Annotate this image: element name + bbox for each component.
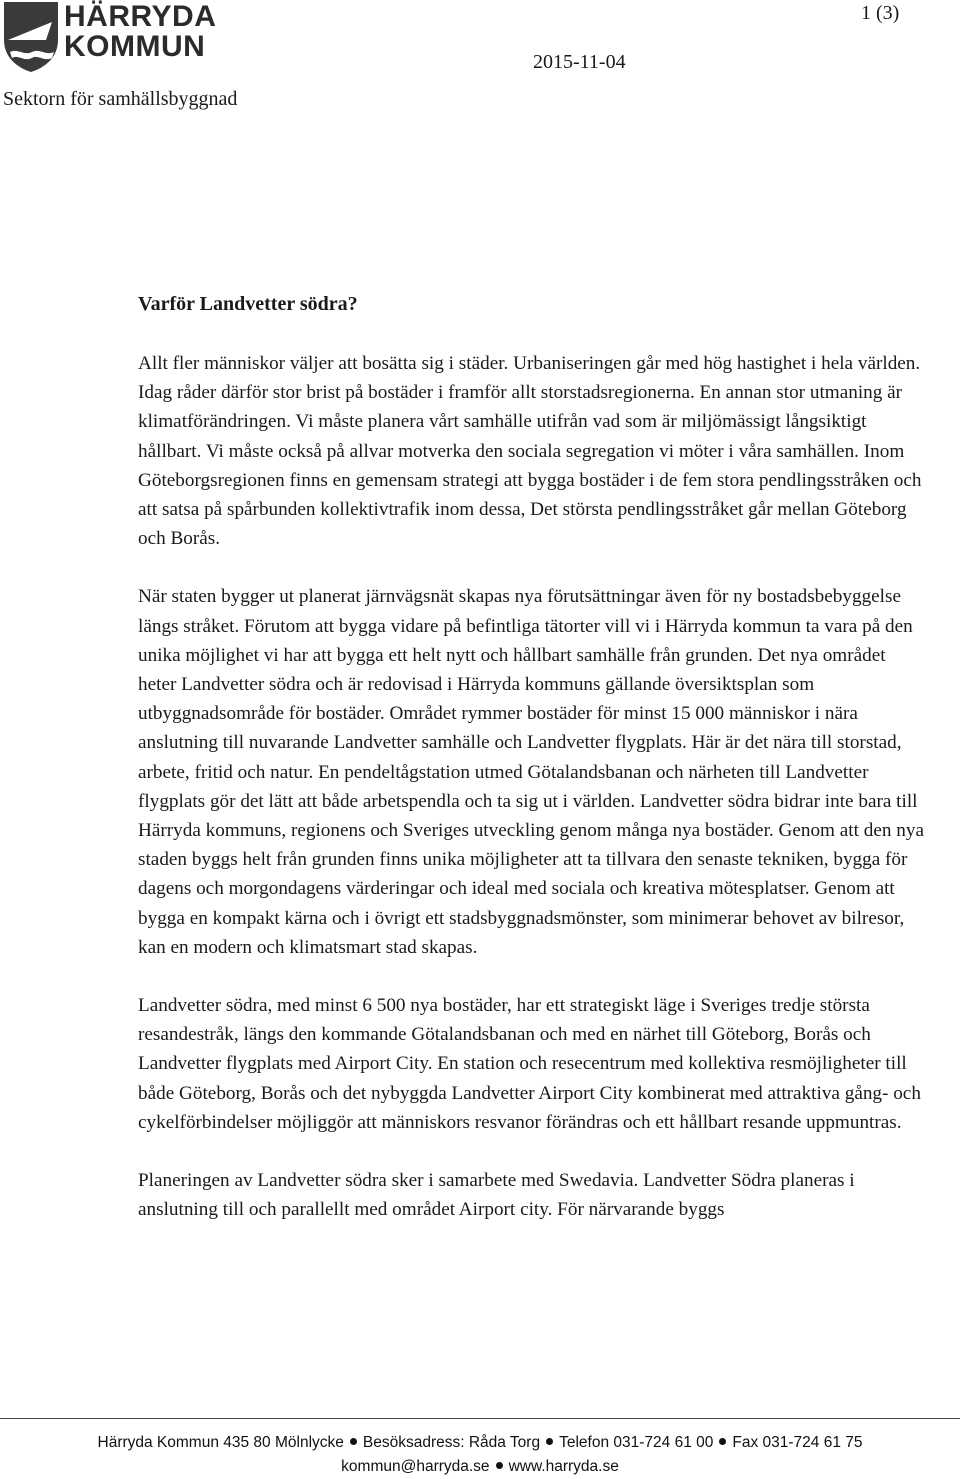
bullet-icon: [546, 1438, 553, 1445]
bullet-icon: [350, 1438, 357, 1445]
bullet-icon: [719, 1438, 726, 1445]
page-number: 1 (3): [861, 2, 900, 24]
municipality-logo: [2, 0, 217, 78]
footer-visit-address: Besöksadress: Råda Torg: [362, 1434, 541, 1451]
paragraph: Landvetter södra, med minst 6 500 nya bostäder, har ett strategiskt läge i Sveriges tredje största resandestråk, längs den kommande Götalandsbanan och med en närhet till Göteborg, Borås och Landvetter flygplats med Airport City. En station och resecentrum med kollektiva resmöjligheter till både Göteborg, Borås och det nybyggda Landvetter Airport City kombinerat med attraktiva gång- och cykelförbindelser möjliggör att människors resvanor förändras och ett hållbart resande uppmuntras.: [138, 995, 921, 1133]
department-name: Sektorn för samhällsbyggnad: [3, 88, 238, 110]
footer-website: www.harryda.se: [508, 1458, 619, 1475]
paragraph: Planeringen av Landvetter södra sker i samarbete med Swedavia. Landvetter Södra planeras i anslutning till och parallellt med området Airport city. För närvarande byggs: [138, 1170, 855, 1221]
footer-divider: [0, 1418, 960, 1419]
crest-icon: [2, 0, 60, 74]
logo-line1: HÄRRYDA: [64, 0, 217, 33]
document-title: Varför Landvetter södra?: [138, 293, 358, 315]
footer-fax: Fax 031-724 61 75: [732, 1434, 863, 1451]
logo-line2: KOMMUN: [64, 30, 206, 63]
document-body: [138, 349, 928, 1253]
bullet-icon: [496, 1462, 503, 1469]
footer-email: kommun@harryda.se: [341, 1458, 490, 1475]
paragraph: När staten bygger ut planerat järnvägsnät skapas nya förutsättningar även för ny bostadsbebyggelse längs stråket. Förutom att bygga vidare på befintliga tätorter vill vi i Härryda kommun ta vara på den unika möjlighet vi har att bygga ett helt nytt och hållbart samhälle från grunden. Det nya området heter Landvetter södra och är redovisad i Härryda kommuns gällande översiktsplan som utbyggnadsområde för bostäder. Området rymmer bostäder för minst 15 000 människor i nära anslutning till nuvarande Landvetter samhälle och Landvetter flygplats. Här är det nära till storstad, arbete, fritid och natur. En pendeltågstation utmed Götalandsbanan och närheten till Landvetter flygplats gör det lätt att både arbetspendla och ta sig ut i världen. Landvetter södra bidrar inte bara till Härryda kommuns, regionens och Sveriges utveckling genom många nya bostäder. Genom att den nya staden byggs helt från grunden finns unika möjligheter att ta tillvara den senaste tekniken, bygga för dagens och morgondagens värderingar och ideal med sociala och kreativa mötesplatser. Genom att bygga en kompakt kärna och i övrigt ett stadsbyggnadsmönster, som minimerar behovet av bilresor, kan en modern och klimatsmart stad skapas.: [138, 586, 924, 958]
paragraph: Allt fler människor väljer att bosätta sig i städer. Urbaniseringen går med hög hastighet i hela världen. Idag råder därför stor brist på bostäder i framför allt storstadsregionerna. En annan stor utmaning är klimatförändringen. Vi måste planera vårt samhälle utifrån vad som är miljömässigt långsiktigt hållbart. Vi måste också på allvar motverka den sociala segregation vi möter i våra samhällen. Inom Göteborgsregionen finns en gemensam strategi att bygga bostäder i de fem stora pendlingsstråken och att satsa på spårbunden kollektivtrafik inom dessa, Det största pendlingsstråket går mellan Göteborg och Borås.: [138, 353, 922, 550]
footer-address: Härryda Kommun 435 80 Mölnlycke: [97, 1434, 344, 1451]
document-date: 2015-11-04: [533, 51, 626, 73]
footer-phone: Telefon 031-724 61 00: [559, 1434, 714, 1451]
footer: [0, 1431, 960, 1479]
